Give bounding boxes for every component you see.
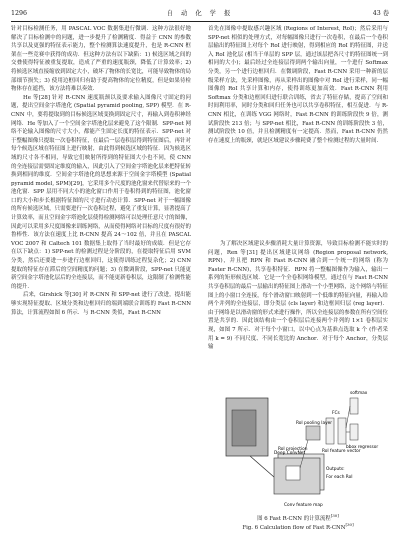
projected-roi xyxy=(286,466,300,480)
fc-bbox xyxy=(350,424,358,440)
label-roi-feature-vector: RoI feature vector xyxy=(322,449,361,454)
label-roi-pooling-layer: RoI pooling layer xyxy=(296,421,333,426)
image-roi-box xyxy=(232,410,256,446)
journal-title: 自 动 化 学 报 xyxy=(166,10,234,17)
page-header xyxy=(11,8,389,20)
fc-softmax xyxy=(350,398,358,414)
right-column-middle xyxy=(208,240,388,352)
label-outputs: Outputs: xyxy=(326,467,345,472)
label-bbox-regressor: bbox regressor xyxy=(346,445,379,450)
label-fcs: FCs xyxy=(332,411,340,416)
figure-caption-cn: 图 6 Fast R-CNN 的计算流程[30] xyxy=(257,513,339,522)
page-number: 1296 xyxy=(11,10,28,17)
volume-label: 43 卷 xyxy=(372,10,389,17)
fc-arrows xyxy=(346,406,350,432)
label-conv-feature-map: Conv feature map xyxy=(284,503,323,508)
label-deep-convnet: Deep ConvNet xyxy=(274,451,306,456)
roi-pooling-layer xyxy=(306,426,320,440)
caption-en-ref: [30] xyxy=(345,522,354,527)
left-paragraph-3: 后来，Girshick 等[30] 对 R-CNN 和 SPP-net 进行了改进，提出能够实现特征提取、区域分类和边框回归的端到端联合训练的 Fast R-CNN 算法，计算流程如图 6 所示．与 R-CNN 类似，Fast R-CNN xyxy=(11,292,191,316)
figure-caption-en: Fig. 6 Calculation flow of Fast R-CNN[30] xyxy=(242,522,354,531)
fc-block-2 xyxy=(338,418,346,444)
right-paragraph-2: 为了解决区域建议步骤消耗大量计算资源，导致目标检测不能实时的问题，Ren 等[31] 提出区域建议网络 (Region proposal network, RPN)，并且把 RPN 和 Fast R-CNN 融合到一个统一的网络 (称为 Faster R-CNN)，共享卷积特征．RPN 将一整幅图像作为输入，输出一系列的矩形候选区域．它是一个全卷积网络模型，通过在与 Fast R-CNN 共享卷积层的最后一层输出的特征图上滑动一个小型网络，这个网络与特征图上的小窗口全连接，每个滑动窗口映射到一个低维的特征向量，再输入给两个并列的全连接层，即分类层 (cls layer) 和边框回归层 (reg layer)．由于网络是以滑动窗的形式来进行操作，所以全连接层的参数在所有空间位置是共享的．因此该结构由一个卷积层后连接两个并列的 1×1 卷积层实现，如图 7 所示．对于每个小窗口，以中心点为基准点选取 k 个 (作者采用 k = 9) 不同尺度、不同长宽比的 Anchor．对于每个 Anchor，分类层输 xyxy=(208,241,388,351)
figure-6 xyxy=(222,380,379,512)
label-softmax: softmax xyxy=(350,391,368,396)
right-column-top xyxy=(208,25,388,145)
left-paragraph-2: He 等[28] 针对 R-CNN 速度瓶颈以及要求输入图像尺寸固定的问题，提出空间金字塔池化 (Spatial pyramid pooling, SPP) 模型．在 R-CNN 中，要将提取到的目标候选区域变换到固定尺寸，再输入到卷积神经网络．He 等加入了一个空间金字塔池化层来避免了这个限制．SPP-net 网络不论输入图像的尺寸大小，都能产生固定长度的特征表示．SPP-net 对于整幅图像只提取一次卷积特征，在最后一层卷积层得到特征图后，再针对每个候选区域在特征图上进行映射，由此得到候选区域的特征．因为候选区域的尺寸各不相同，导致它们映射所得到的特征图大小也不同，使 CNN 的全连接层需要固定维度的输入，因此引入了空间金字塔池化层来把特征转换到相同的维度．空间金字塔池化的思想来源于空间金字塔模型 (Spatial pyramid model, SPM)[29]，它采用多个尺度的池化窗来代替原来的一个池化窗．SPP 层用不同大小的池化窗口作用于卷积得到的特征图，池化窗口的大小和步长根据特征图的尺寸进行动态计算．SPP-net 对于一幅图像的所有候选区域，只需要进行一次卷积过程，避免了重复计算，显著提高了计算效率，而且空间金字塔池化层使得检测网络可以处理任意尺寸的图像，因此可以采用多尺度图像来训练网络，从而使得网络对目标的尺度有很好的鲁棒性．该方法在速度上比 R-CNN 提高 24～102 倍，并且在 PASCAL VOC 2007 和 Caltech 101 数据集上取得了当时最好的成绩．但是它存在以下缺点：1) SPP-net 的检测过程是分阶段的，在提取特征后用 SVM 分类，然后还要进一步进行边框回归，这使得训练过程复杂化；2) CNN 提取的特征存在滞后的空间精度的问题；3) 在微调阶段，SPP-net 只能更新空间金字塔池化层后的全连接层，而不能更新卷积层，这限制了检测性能的提升． xyxy=(11,94,191,290)
caption-cn-ref: [30] xyxy=(330,513,339,518)
label-for-each-roi: For each RoI xyxy=(326,475,353,480)
header-rule xyxy=(11,21,389,22)
left-column xyxy=(11,25,191,537)
fast-rcnn-diagram xyxy=(222,380,379,512)
label-roi-projection: RoI projection xyxy=(278,447,308,452)
left-paragraph-1: 针对目标检测任务，用 PASCAL VOC 数据集进行微调．这种方法很好地解决了目标检测中的问题，进一步提升了检测精度．得益于 CNN 的参数共享以及更强的特征表示能力，整个检测算法速度提升，也是 R-CNN 框架在一些竞赛中获得的成功．但这种方法有以下缺陷：1) 候选区域之间的交叠使得特征被重复提取，造成了严重的速度瓶颈，降低了计算效率；2) 将候选区域直接缩放到固定大小，破坏了物体的长宽比，可能导致物体的局部细节损失；3) 使用边框回归有助于提高物体的定位精度，但是如果待检物体存在遮挡，该方法将难以奏效． xyxy=(11,26,191,93)
right-paragraph-1: 首先在图像中提取感兴趣区域 (Regions of Interest, RoI)；然后采用与 SPP-net 相似的处理方式，对每幅图像只进行一次卷积，在最后一个卷积层输出的特征图上对每个 RoI 进行映射，得到相应的 RoI 的特征图，并送入 RoI 池化层 (相当于单层的 SPP 层，通过该层把各尺寸的特征图统一到相同的大小)；最后经过全连接层得到两个输出向量，一个进行 Softmax 分类，另一个进行边框回归．在微调阶段，Fast R-CNN 采用一种新的层级采样方法，先采样图像，再从采样出的图像中对 RoI 进行采样，同一幅图像的 RoI 共享计算和内存，使得训练更加高效．Fast R-CNN 利用 Softmax 分类和边框回归进行联合训练，省去了特征存储，提高了空间和时间利用率，同时分类和回归任务也可以共享卷积特征，相互促进．与 R-CNN 相比，在训练 VGG 网络时，Fast R-CNN 的训练阶段快 9 倍，测试阶段快 213 倍；与 SPP-net 相比，Fast R-CNN 的训练阶段快 3 倍，测试阶段快 10 倍，并且检测精度有一定提高．然而，Fast R-CNN 仍然存在速度上的瓶颈，就是区域建议步骤耗费了整个检测过程的大量时间． xyxy=(208,26,388,144)
